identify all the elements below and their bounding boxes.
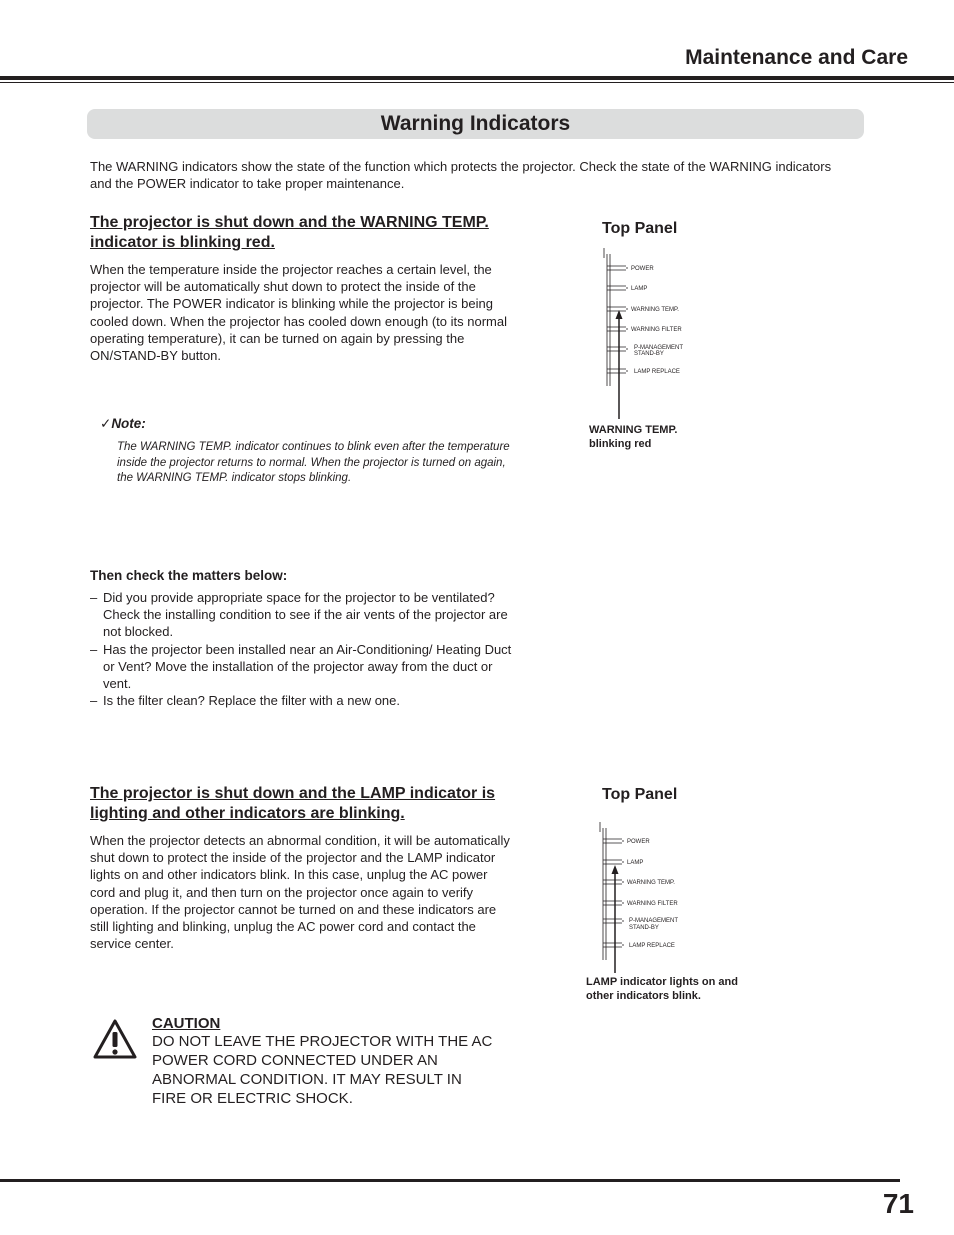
callout-line: LAMP indicator lights on and <box>586 976 738 988</box>
caution-text: DO NOT LEAVE THE PROJECTOR WITH THE AC POWER CORD CONNECTED UNDER AN ABNORMAL CONDITION. IT MAY RESULT IN FIRE OR ELECTRIC SHOCK. <box>152 1033 493 1107</box>
indicator-label: WARNING TEMP. <box>631 307 679 313</box>
indicator-label: LAMP <box>631 286 648 292</box>
section1-body: When the temperature inside the projector reaches a certain level, the projector will be automatically shut down to protect the inside of the projector. The POWER indicator is blinking while the projector is being cooled down. When the projector has cooled down enough (to its normal operating temperature), it can be turned on again by pressing the ON/STAND-BY button. <box>90 262 507 364</box>
callout-line: other indicators blink. <box>586 990 701 1002</box>
section2-heading: The projector is shut down and the LAMP indicator is lighting and other indicators are blinking. <box>90 785 496 822</box>
header-rule-thin <box>0 82 954 83</box>
top-panel-diagram-2 <box>594 820 704 975</box>
section1-heading: The projector is shut down and the WARNING TEMP. indicator is blinking red. <box>90 214 489 251</box>
panel2-title: Top Panel <box>602 786 678 803</box>
indicator-label: LAMP REPLACE <box>629 943 675 949</box>
panel1-callout <box>589 423 749 451</box>
page-title: Warning Indicators <box>87 109 864 139</box>
section2-body: When the projector detects an abnormal condition, it will be automatically shut down to protect the inside of the projector and the LAMP indicator lights on and other indicators blink. In this case, unplug the AC power cord and plug it, and then turn on the projector once again to verify operation. If the projector cannot be turned on and these indicators are still lighting and blinking, unplug the AC power cord and contact the service center. <box>90 833 510 952</box>
intro-paragraph: The WARNING indicators show the state of the function which protects the projector. Check the state of the WARNING indicators and the POWER indicator to take proper maintenance. <box>90 159 832 192</box>
indicator-label: POWER <box>631 266 654 272</box>
checkmark-icon: ✓ <box>100 416 112 431</box>
indicator-label: LAMP REPLACE <box>634 369 680 375</box>
section-title: Maintenance and Care <box>685 46 908 69</box>
indicator-label: LAMP <box>627 860 644 866</box>
note-label <box>100 416 146 432</box>
list-item: – Is the filter clean? Replace the filter with a new one. <box>90 693 400 709</box>
note-label-text: Note: <box>111 416 146 431</box>
page-number: 71 <box>882 1188 914 1219</box>
indicator-label: STAND-BY <box>634 351 664 357</box>
list-item-text: Did you provide appropriate space for the projector to be ventilated? Check the installing condition to see if the air vents of the projector are not blocked. <box>103 590 508 640</box>
list-item: – Has the projector been installed near an Air-Conditioning/ Heating Duct or Vent? Move the installation of the projector away from the duct or vent. <box>90 641 512 692</box>
callout-line: WARNING TEMP. <box>589 424 678 436</box>
indicator-label: POWER <box>627 839 650 845</box>
panel1-title: Top Panel <box>602 220 678 237</box>
check-heading: Then check the matters below: <box>90 568 288 583</box>
note-text: The WARNING TEMP. indicator continues to blink even after the temperature inside the projector returns to normal. When the projector is turned on again, the WARNING TEMP. indicator stops blinking. <box>117 441 510 484</box>
warning-triangle-icon <box>92 1018 138 1060</box>
header-rule <box>0 76 954 80</box>
indicator-label: WARNING TEMP. <box>627 880 675 886</box>
caution-label: CAUTION <box>152 1015 221 1032</box>
list-item-text: Has the projector been installed near an Air-Conditioning/ Heating Duct or Vent? Move the installation of the projector away from the duct or vent. <box>103 641 512 692</box>
indicator-label: P-MANAGEMENT <box>629 918 679 924</box>
indicator-label: WARNING FILTER <box>631 327 682 333</box>
list-item-text: Is the filter clean? Replace the filter with a new one. <box>103 693 400 709</box>
indicator-label: P-MANAGEMENT <box>634 345 684 351</box>
panel2-callout <box>586 975 776 1003</box>
footer-rule <box>0 1179 900 1182</box>
indicator-label: STAND-BY <box>629 925 659 931</box>
check-list <box>90 589 515 709</box>
list-item: – Did you provide appropriate space for the projector to be ventilated? Check the installing condition to see if the air vents of the projector are not blocked. <box>90 590 508 640</box>
callout-line: blinking red <box>589 438 652 450</box>
top-panel-diagram-1 <box>598 246 708 421</box>
indicator-label: WARNING FILTER <box>627 901 678 907</box>
